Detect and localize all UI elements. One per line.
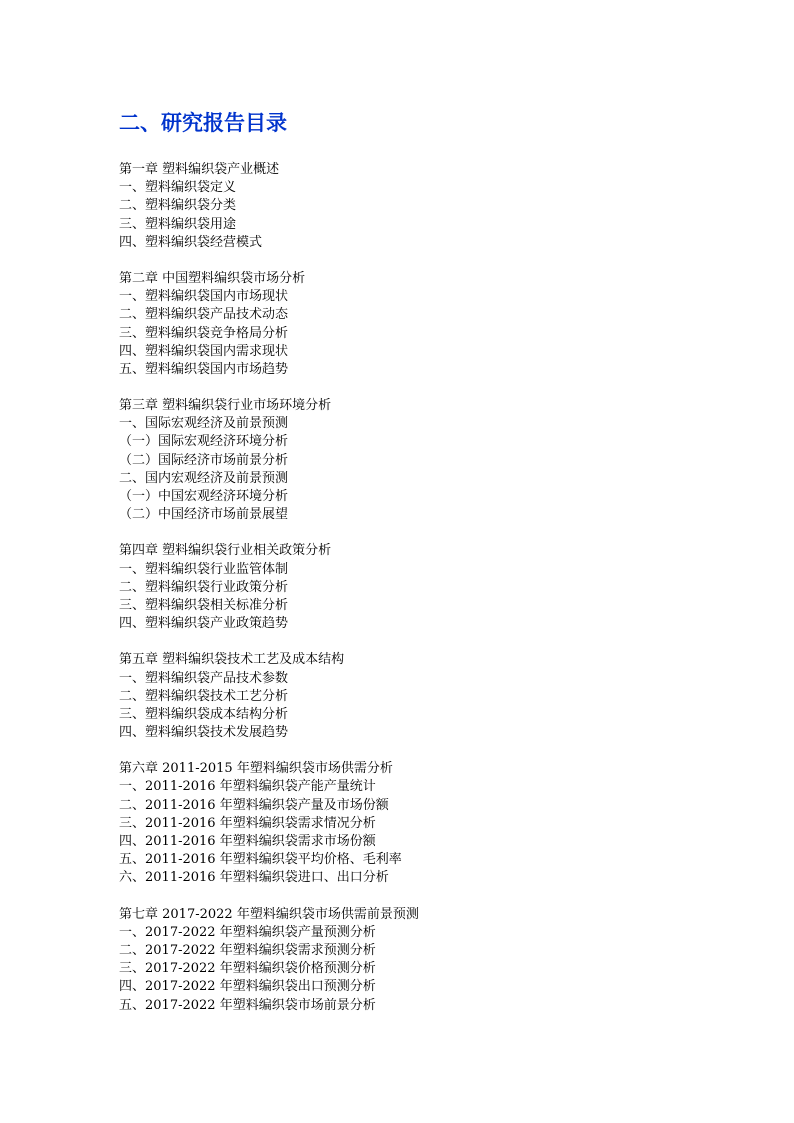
toc-item: 四、塑料编织袋技术发展趋势 [119,725,289,741]
toc-item: 二、塑料编织袋行业政策分析 [119,579,289,595]
toc-item: 五、塑料编织袋国内市场趋势 [119,361,289,377]
toc-item: 一、塑料编织袋行业监管体制 [119,561,289,577]
chapter-block [119,906,679,1015]
chapter-heading: 第六章 2011-2015 年塑料编织袋市场供需分析 [119,761,393,777]
toc-item: 三、塑料编织袋竞争格局分析 [119,325,289,341]
table-of-contents [119,161,679,1033]
chapter-heading: 第三章 塑料编织袋行业市场环境分析 [119,398,332,414]
toc-item: 一、塑料编织袋国内市场现状 [119,289,289,305]
toc-item: 三、塑料编织袋相关标准分析 [119,597,289,613]
toc-item: 三、2017-2022 年塑料编织袋价格预测分析 [119,961,376,977]
chapter-heading: 第五章 塑料编织袋技术工艺及成本结构 [119,652,345,668]
toc-item: 四、塑料编织袋经营模式 [119,234,263,250]
toc-item: （二）国际经济市场前景分析 [119,452,289,468]
toc-item: （一）国际宏观经济环境分析 [119,434,289,450]
section-title: 二、研究报告目录 [119,111,287,135]
toc-item: 一、塑料编织袋产品技术参数 [119,670,289,686]
toc-item: 二、2011-2016 年塑料编织袋产量及市场份额 [119,797,389,813]
chapter-block [119,760,679,887]
toc-item: 五、2011-2016 年塑料编织袋平均价格、毛利率 [119,852,402,868]
toc-item: 三、塑料编织袋成本结构分析 [119,706,289,722]
toc-item: 五、2017-2022 年塑料编织袋市场前景分析 [119,997,376,1013]
toc-item: 二、塑料编织袋技术工艺分析 [119,688,289,704]
toc-item: 一、2017-2022 年塑料编织袋产量预测分析 [119,924,376,940]
toc-item: 二、塑料编织袋分类 [119,198,237,214]
toc-item: 一、国际宏观经济及前景预测 [119,416,289,432]
chapter-block [119,161,679,252]
chapter-heading: 第四章 塑料编织袋行业相关政策分析 [119,543,332,559]
toc-item: （一）中国宏观经济环境分析 [119,489,289,504]
chapter-block [119,542,679,633]
toc-item: 六、2011-2016 年塑料编织袋进口、出口分析 [119,870,389,886]
chapter-block [119,651,679,742]
toc-item: 一、2011-2016 年塑料编织袋产能产量统计 [119,779,376,795]
toc-item: 四、塑料编织袋产业政策趋势 [119,616,289,632]
toc-item: （二）中国经济市场前景展望 [119,507,289,523]
toc-item: 二、国内宏观经济及前景预测 [119,470,289,486]
chapter-heading: 第二章 中国塑料编织袋市场分析 [119,270,306,286]
toc-item: 三、2011-2016 年塑料编织袋需求情况分析 [119,815,376,831]
toc-item: 一、塑料编织袋定义 [119,180,237,196]
toc-item: 三、塑料编织袋用途 [119,216,237,232]
toc-item: 四、2017-2022 年塑料编织袋出口预测分析 [119,979,376,995]
chapter-block [119,270,679,379]
toc-item: 四、2011-2016 年塑料编织袋需求市场份额 [119,834,376,849]
chapter-heading: 第七章 2017-2022 年塑料编织袋市场供需前景预测 [119,906,419,922]
toc-item: 四、塑料编织袋国内需求现状 [119,343,289,359]
chapter-block [119,397,679,524]
toc-item: 二、2017-2022 年塑料编织袋需求预测分析 [119,942,376,958]
toc-item: 二、塑料编织袋产品技术动态 [119,307,289,323]
chapter-heading: 第一章 塑料编织袋产业概述 [119,162,280,177]
